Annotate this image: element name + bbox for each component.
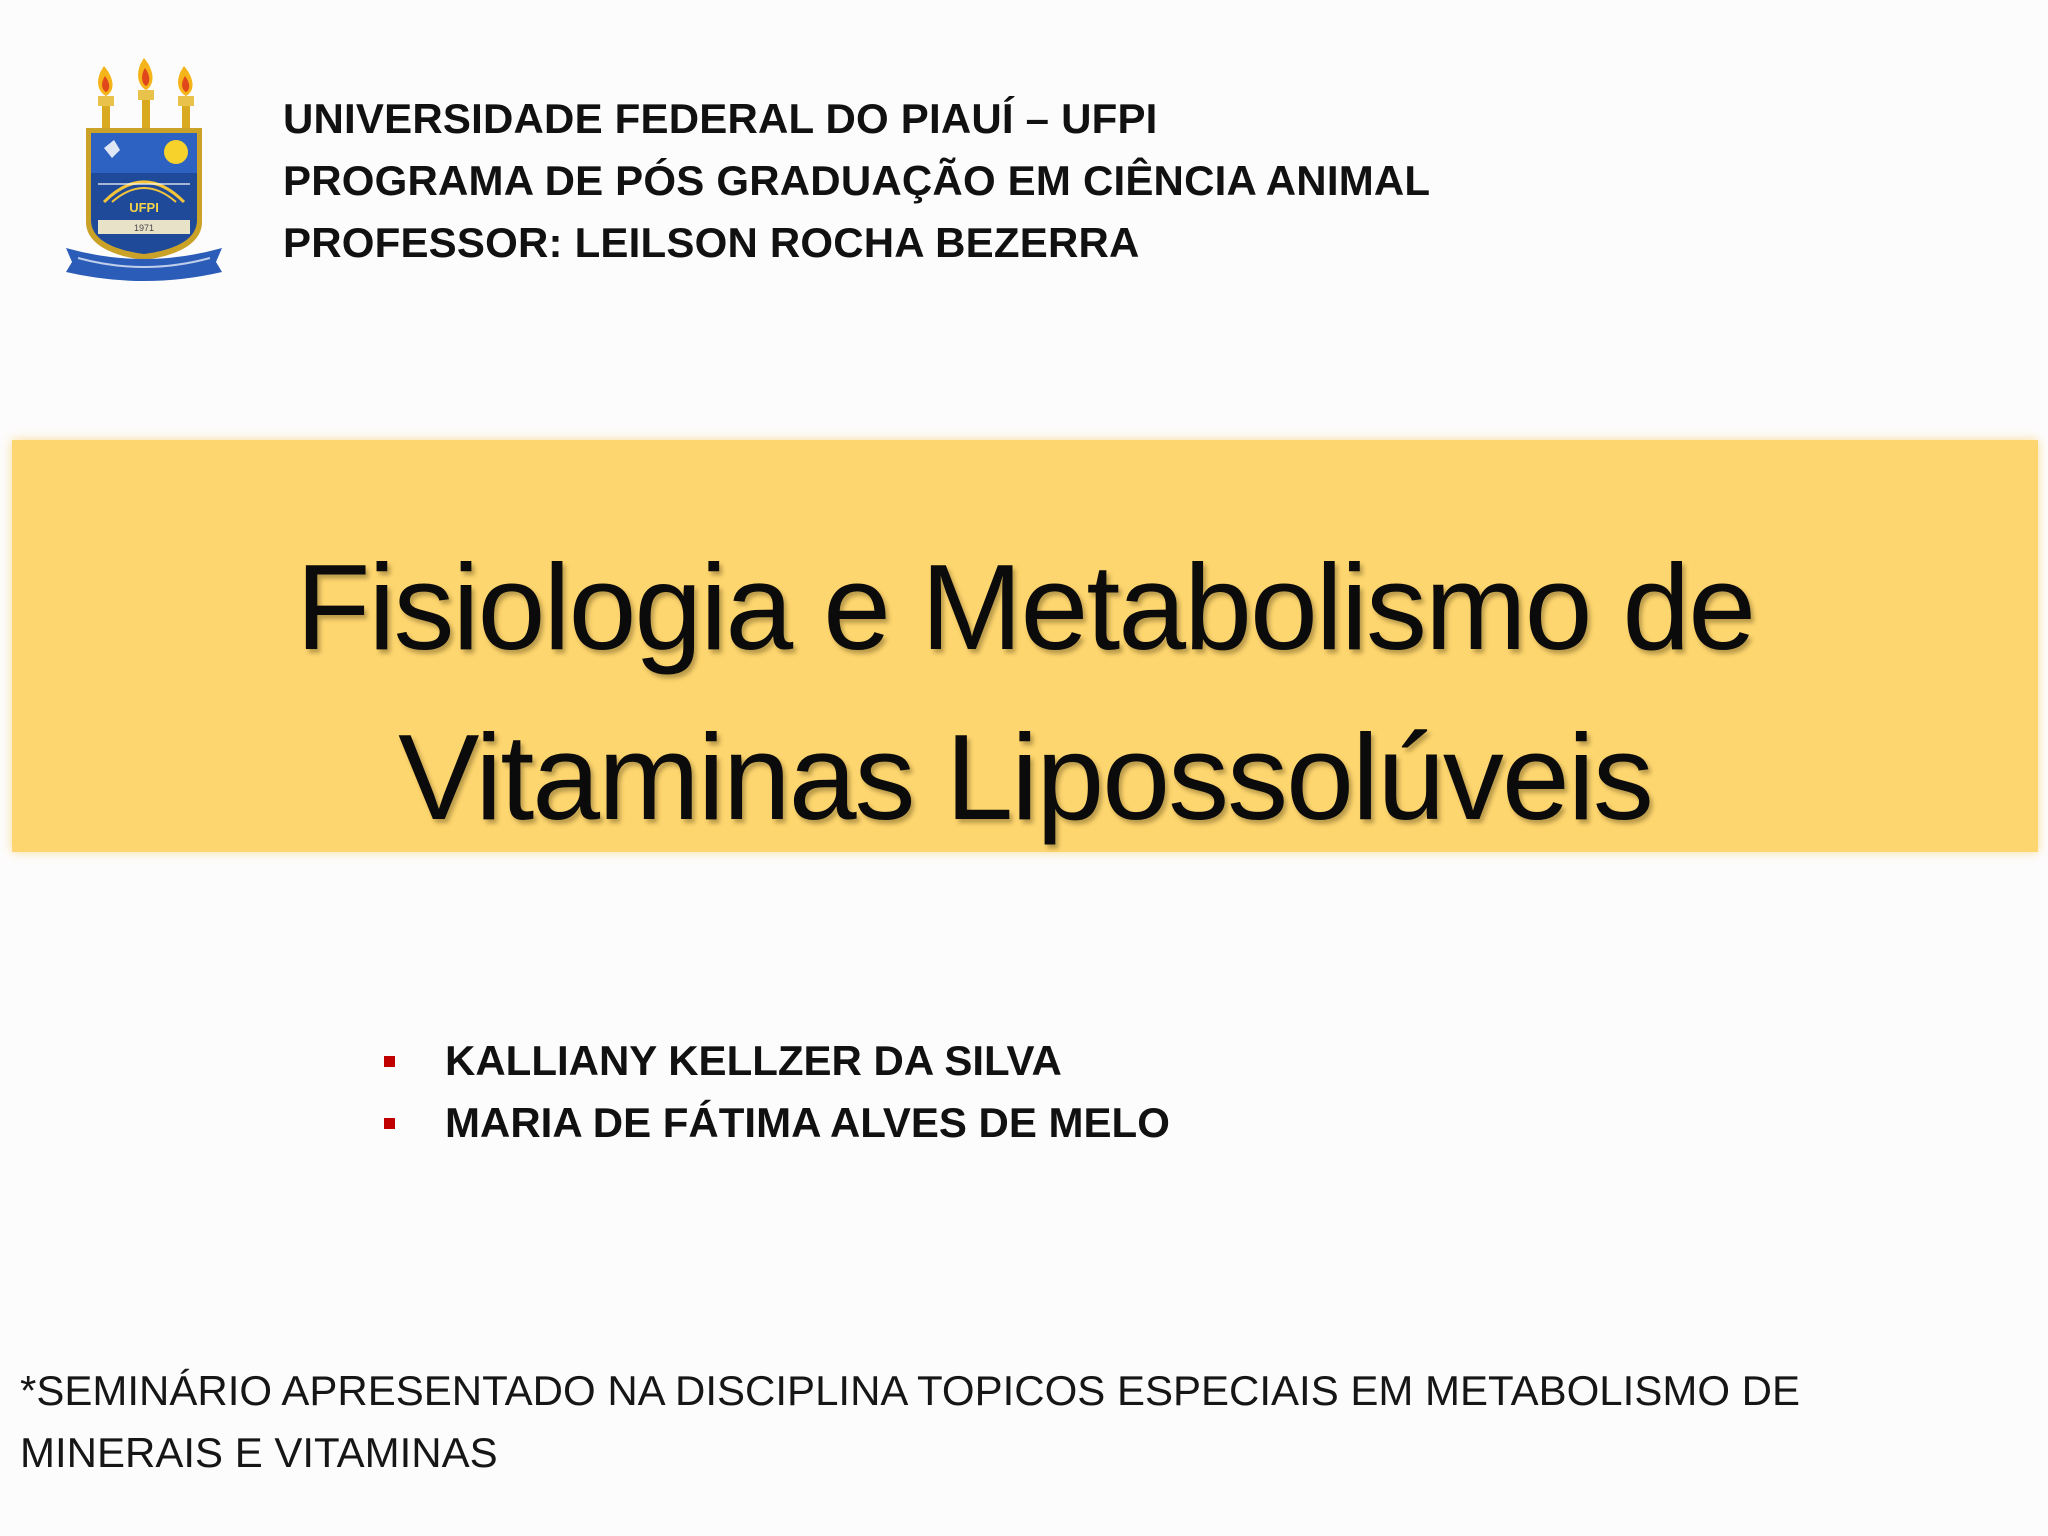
professor-name: PROFESSOR: LEILSON ROCHA BEZERRA: [283, 219, 1140, 266]
program-name: PROGRAMA DE PÓS GRADUAÇÃO EM CIÊNCIA ANIMAL: [283, 157, 1431, 204]
shield-icon: [86, 128, 202, 260]
list-item: [384, 1030, 1170, 1092]
author-name: MARIA DE FÁTIMA ALVES DE MELO: [445, 1099, 1170, 1146]
institution-header: [283, 88, 1783, 274]
seminar-footnote: *SEMINÁRIO APRESENTADO NA DISCIPLINA TOPICOS ESPECIAIS EM METABOLISMO DE MINERAIS E VITAMINAS: [20, 1367, 1800, 1476]
torch-icon: [98, 66, 114, 128]
title-band: [12, 440, 2038, 852]
ufpi-logo: [64, 52, 224, 284]
title-line-1: Fisiologia e Metabolismo de: [295, 539, 1755, 675]
logo-year: 1971: [133, 223, 155, 233]
university-name: UNIVERSIDADE FEDERAL DO PIAUÍ – UFPI: [283, 95, 1158, 142]
title-line-2: Vitaminas Lipossolúveis: [398, 709, 1652, 845]
bullet-icon: [384, 1056, 395, 1067]
logo-acronym: UFPI: [129, 200, 159, 215]
list-item: [384, 1092, 1170, 1154]
author-name: KALLIANY KELLZER DA SILVA: [445, 1037, 1062, 1084]
torch-icon: [138, 58, 154, 128]
author-list: [384, 1030, 1170, 1154]
torch-icon: [178, 66, 194, 128]
slide-title: [12, 522, 2038, 862]
bullet-icon: [384, 1118, 395, 1129]
